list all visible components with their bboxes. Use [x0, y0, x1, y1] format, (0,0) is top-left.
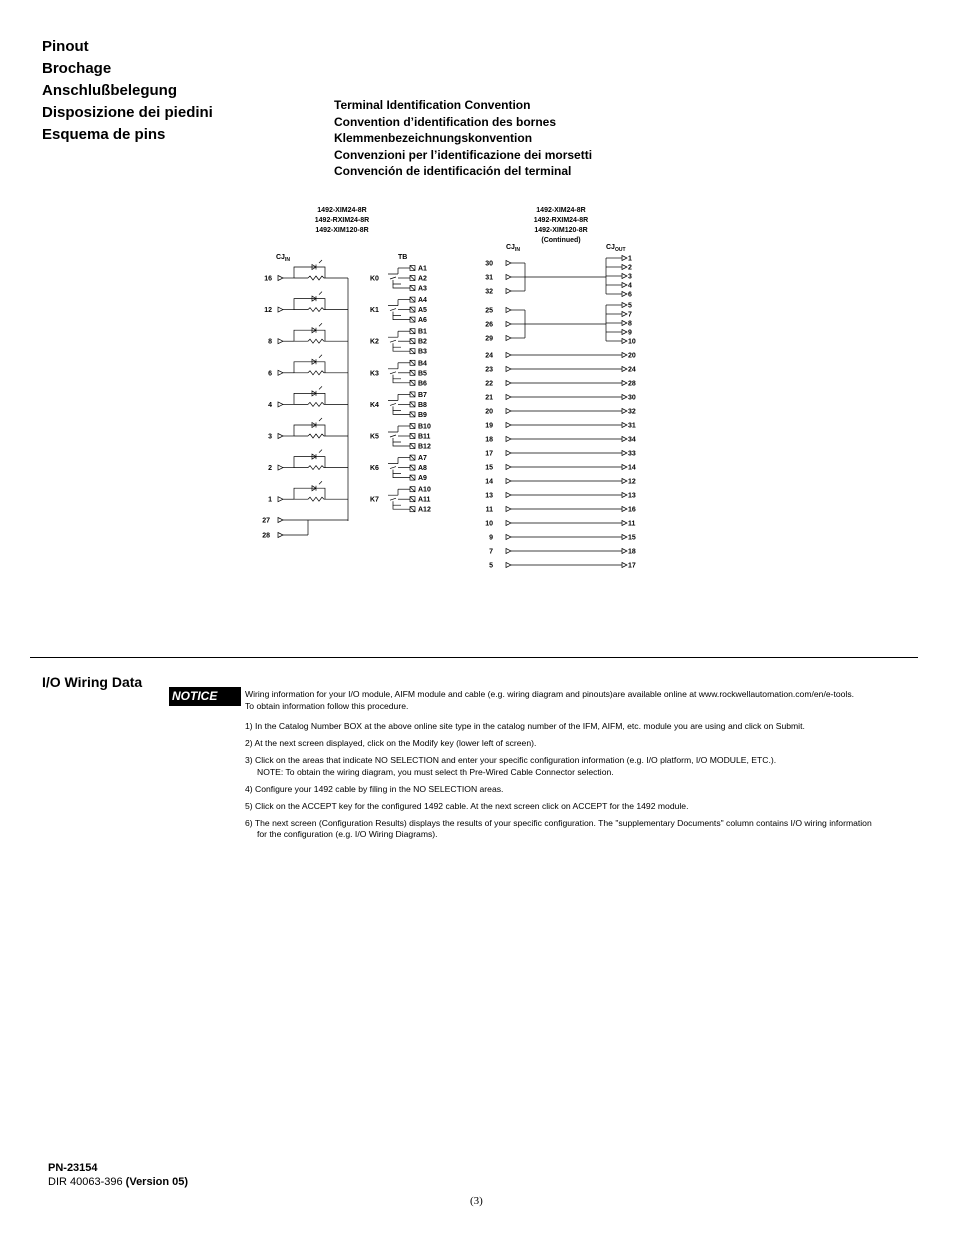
led-rays-icon	[319, 450, 322, 453]
channel-K1	[264, 292, 427, 325]
tb-label: TB	[398, 254, 408, 261]
model-label: 1492-XIM24-8R	[317, 207, 367, 214]
cj-out-pin-label: 24	[628, 366, 636, 374]
terminal-label: A6	[418, 317, 427, 325]
relay-label: K7	[370, 496, 379, 504]
terminal-mark	[410, 475, 415, 480]
cj-in-pin-label: 5	[489, 562, 493, 570]
io-step-4: 4) Configure your 1492 cable by filing in the NO SELECTION areas.	[245, 783, 504, 794]
arrow-connector	[506, 322, 511, 327]
arrow-connector	[506, 521, 511, 526]
channel-K4	[268, 386, 427, 419]
led-rays-icon	[319, 386, 322, 389]
terminal-mark	[410, 444, 415, 449]
io-step-2: 2) At the next screen displayed, click on the Modify key (lower left of screen).	[245, 738, 537, 748]
terminal-mark	[410, 317, 415, 322]
pin-pair	[489, 549, 636, 556]
part-number: PN-23154	[48, 1162, 98, 1174]
page-number: (3)	[470, 1195, 483, 1207]
terminal-mark	[410, 507, 415, 512]
arrow-connector	[278, 518, 283, 523]
arrow-connector	[278, 276, 283, 281]
right-pairs	[485, 353, 636, 570]
arrow-connector	[622, 507, 627, 512]
io-step-3	[245, 755, 915, 778]
arrow-connector	[278, 370, 283, 375]
terminal-mark	[410, 392, 415, 397]
resistor-icon	[308, 308, 325, 312]
arrow-connector	[622, 330, 627, 335]
resistor-icon	[308, 371, 325, 375]
cj-in-pin-label: 13	[485, 492, 493, 500]
pin-pair	[486, 507, 636, 514]
input-pin-label: 1	[268, 496, 272, 504]
cj-out-pin-label: 9	[628, 329, 632, 337]
convention-title-it: Convenzioni per l’identificazione dei morsetti	[334, 147, 593, 162]
arrow-connector	[622, 353, 627, 358]
arrow-connector	[278, 465, 283, 470]
notice-badge: NOTICE	[169, 687, 241, 706]
arrow-connector	[622, 339, 627, 344]
resistor-icon	[308, 339, 325, 343]
heading-brochage: Brochage	[42, 60, 112, 77]
terminal-mark	[410, 380, 415, 385]
cj-out-pin-label: 15	[628, 534, 636, 542]
arrow-connector	[622, 451, 627, 456]
terminal-mark	[410, 360, 415, 365]
terminal-mark	[410, 307, 415, 312]
heading-esquema: Esquema de pins	[42, 126, 166, 143]
relay-label: K0	[370, 275, 379, 283]
arrow-connector	[506, 437, 511, 442]
resistor-icon	[308, 434, 325, 438]
wire	[393, 379, 410, 383]
input-pin-label: 16	[264, 275, 272, 283]
cj-out-label: $CJ_{OUT}$	[606, 244, 626, 253]
wire	[393, 410, 410, 414]
arrow-connector	[506, 395, 511, 400]
terminal-label: B10	[418, 423, 431, 431]
arrow-connector	[506, 563, 511, 568]
dir-number: DIR 40063-396	[48, 1176, 123, 1188]
cj-in-pin-label: 17	[485, 450, 493, 458]
relay-contact-icon	[388, 306, 401, 316]
terminal-label: B4	[418, 360, 427, 368]
heading-list	[42, 36, 213, 146]
arrow-connector	[622, 395, 627, 400]
arrow-connector	[278, 402, 283, 407]
io-step-6-cont: for the configuration (e.g. I/O Wiring Diagrams).	[257, 829, 438, 839]
arrow-connector	[506, 507, 511, 512]
terminal-label: B1	[418, 328, 427, 336]
wire	[393, 284, 410, 288]
terminal-mark	[410, 349, 415, 354]
cj-in-label: $CJ_{IN}$	[506, 244, 520, 253]
dir-line	[48, 1175, 188, 1189]
resistor-icon	[308, 402, 325, 406]
led-rays-icon	[319, 260, 322, 263]
cj-out-pin-label: 34	[628, 436, 636, 444]
relay-label: K3	[370, 370, 379, 378]
resistor-icon	[308, 276, 325, 280]
cj-out-pin-label: 4	[628, 282, 632, 290]
resistor-icon	[308, 466, 325, 470]
pin-pair	[485, 367, 636, 374]
model-label: 1492-XIM120-8R	[315, 227, 369, 234]
convention-titles	[334, 97, 592, 180]
cj-out-pin-label: 12	[628, 478, 636, 486]
heading-anschlussbelegung: Anschlußbelegung	[42, 82, 177, 99]
arrow-connector	[506, 423, 511, 428]
relay-label: K5	[370, 433, 379, 441]
cj-in-pin-label: 14	[485, 478, 493, 486]
terminal-label: B11	[418, 433, 431, 441]
input-pin-label: 3	[268, 433, 272, 441]
cj-in-pin-label: 11	[485, 506, 493, 514]
arrow-connector	[622, 367, 627, 372]
cj-in-pin-label: 7	[489, 548, 493, 556]
arrow-connector	[622, 283, 627, 288]
arrow-connector	[622, 465, 627, 470]
terminal-label: A3	[418, 285, 427, 293]
left-common	[262, 518, 348, 540]
io-step-5: 5) Click on the ACCEPT key for the configured 1492 cable. At the next screen click on ACCEPT for the 1492 module.	[245, 800, 689, 811]
left-model-labels	[292, 206, 392, 236]
heading-pinout: Pinout	[42, 38, 89, 55]
io-step-3-text: 3) Click on the areas that indicate NO SELECTION and enter your specific configuration information (e.g. I/O platform, I/O MODULE, ETC.).	[245, 755, 777, 765]
pin-pair	[485, 465, 636, 472]
terminal-label: B7	[418, 391, 427, 399]
cj-out-pin-label: 11	[628, 520, 636, 528]
terminal-label: A10	[418, 486, 431, 494]
cj-out-pin-label: 28	[628, 380, 636, 388]
cj-out-pin-label: 17	[628, 562, 636, 570]
relay-contact-icon	[388, 400, 401, 410]
io-step-3-note: NOTE: To obtain the wiring diagram, you must select th Pre-Wired Cable Connector selection.	[257, 766, 614, 777]
cj-out-pin-label: 16	[628, 506, 636, 514]
terminal-mark	[410, 424, 415, 429]
arrow-connector	[506, 308, 511, 313]
terminal-mark	[410, 370, 415, 375]
input-pin-label: 6	[268, 370, 272, 378]
pin-pair	[489, 563, 636, 570]
arrow-connector	[622, 423, 627, 428]
arrow-connector	[506, 353, 511, 358]
pin-pair	[485, 353, 636, 360]
pin-pair	[489, 535, 636, 542]
cj-out-pin-label: 20	[628, 352, 636, 360]
section-divider	[30, 657, 918, 658]
io-wiring-text	[245, 689, 915, 846]
arrow-connector	[622, 303, 627, 308]
cj-in-pin-label: 24	[485, 352, 493, 360]
channel-K3	[268, 355, 427, 388]
terminal-label: A9	[418, 475, 427, 483]
cj-in-label: $CJ_{IN}$	[276, 254, 290, 263]
wire	[393, 474, 410, 478]
convention-title-en: Terminal Identification Convention	[334, 98, 531, 112]
terminal-mark	[410, 297, 415, 302]
cj-out-pin-label: 33	[628, 450, 636, 458]
cj-in-pin-label: 31	[485, 274, 493, 282]
arrow-connector	[622, 274, 627, 279]
arrow-connector	[506, 493, 511, 498]
arrow-connector	[622, 312, 627, 317]
pin-pair	[485, 437, 636, 444]
arrow-connector	[622, 549, 627, 554]
cj-in-pin-label: 21	[485, 394, 493, 402]
wire	[393, 505, 410, 509]
channel-K7	[268, 481, 431, 514]
cj-out-pin-label: 18	[628, 548, 636, 556]
cj-out-pin-label: 13	[628, 492, 636, 500]
pin-pair	[485, 451, 636, 458]
model-label: 1492-RXIM24-8R	[314, 217, 370, 224]
wire	[393, 442, 410, 446]
arrow-connector	[506, 289, 511, 294]
led-rays-icon	[319, 481, 322, 484]
cj-out-pin-label: 2	[628, 264, 632, 272]
terminal-mark	[410, 286, 415, 291]
arrow-connector	[622, 521, 627, 526]
left-wiring-diagram	[250, 245, 450, 550]
terminal-mark	[410, 497, 415, 502]
terminal-label: B5	[418, 370, 427, 378]
arrow-connector	[506, 367, 511, 372]
terminal-label: A2	[418, 275, 427, 283]
terminal-label: B2	[418, 338, 427, 346]
arrow-connector	[278, 307, 283, 312]
cj-out-pin-label: 32	[628, 408, 636, 416]
arrow-connector	[278, 434, 283, 439]
led-rays-icon	[319, 418, 322, 421]
io-step-1: 1) In the Catalog Number BOX at the above online site type in the catalog number of the IFM, AIFM, etc. module you are using and click on Submit.	[245, 721, 805, 731]
relay-contact-icon	[388, 274, 401, 284]
cj-in-pin-label: 30	[485, 260, 493, 268]
terminal-mark	[410, 434, 415, 439]
cj-in-pin-label: 15	[485, 464, 493, 472]
cj-out-pin-label: 5	[628, 302, 632, 310]
arrow-connector	[506, 465, 511, 470]
pin-pair	[485, 409, 636, 416]
model-label: 1492-XIM120-8R	[534, 227, 588, 234]
arrow-connector	[278, 533, 283, 538]
right-wiring-diagram	[478, 240, 648, 575]
footer	[48, 1161, 188, 1189]
arrow-connector	[506, 549, 511, 554]
model-label: (Continued)	[541, 237, 581, 244]
terminal-label: B6	[418, 380, 427, 388]
terminal-label: A8	[418, 465, 427, 473]
arrow-connector	[622, 479, 627, 484]
convention-title-de: Klemmenbezeichnungskonvention	[334, 131, 533, 145]
led-rays-icon	[319, 323, 322, 326]
io-wiring-title: I/O Wiring Data	[42, 674, 143, 690]
led-rays-icon	[319, 292, 322, 295]
pin-pair	[485, 395, 636, 402]
cj-in-pin-label: 19	[485, 422, 493, 430]
relay-contact-icon	[388, 369, 401, 379]
right-groups	[485, 256, 636, 346]
terminal-label: A12	[418, 506, 431, 514]
terminal-label: B12	[418, 443, 431, 451]
relay-label: K4	[370, 401, 379, 409]
cj-out-pin-label: 1	[628, 255, 632, 263]
terminal-label: A4	[418, 297, 427, 305]
model-label: 1492-RXIM24-8R	[533, 217, 589, 224]
arrow-connector	[622, 292, 627, 297]
relay-label: K6	[370, 465, 379, 473]
model-label: 1492-XIM24-8R	[536, 207, 586, 214]
io-intro-line2: To obtain information follow this procedure.	[245, 700, 409, 711]
terminal-label: A11	[418, 496, 431, 504]
terminal-label: A5	[418, 307, 427, 315]
pin-pair	[485, 423, 636, 430]
input-pin-label: 4	[268, 401, 272, 409]
arrow-connector	[506, 479, 511, 484]
channel-K2	[268, 323, 427, 356]
cj-in-pin-label: 10	[485, 520, 493, 528]
terminal-label: B3	[418, 348, 427, 356]
arrow-connector	[622, 381, 627, 386]
pin-pair	[485, 381, 636, 388]
convention-title-fr: Convention d’identification des bornes	[334, 114, 557, 129]
input-pin-label: 8	[268, 338, 272, 346]
terminal-label: B8	[418, 401, 427, 409]
io-step-6	[245, 818, 915, 841]
common-pin-label: 28	[262, 532, 270, 540]
cj-out-pin-label: 10	[628, 338, 636, 346]
cj-out-pin-label: 3	[628, 273, 632, 281]
cj-in-pin-label: 20	[485, 408, 493, 416]
wire	[393, 347, 410, 351]
wire	[393, 316, 410, 320]
arrow-connector	[506, 261, 511, 266]
jumper-group	[485, 256, 632, 299]
io-intro	[245, 689, 915, 712]
arrow-connector	[622, 409, 627, 414]
io-intro-line1: Wiring information for your I/O module, AIFM module and cable (e.g. wiring diagram and pinouts)are available online at www.rockwellautomation.com/en/e-tools.	[245, 689, 855, 699]
cj-out-pin-label: 6	[628, 291, 632, 299]
arrow-connector	[278, 339, 283, 344]
version-label: (Version 05)	[125, 1176, 189, 1188]
input-pin-label: 12	[264, 307, 272, 315]
terminal-mark	[410, 266, 415, 271]
arrow-connector	[506, 409, 511, 414]
channel-K5	[268, 418, 431, 451]
arrow-connector	[506, 381, 511, 386]
terminal-mark	[410, 402, 415, 407]
cj-out-pin-label: 30	[628, 394, 636, 402]
terminal-mark	[410, 412, 415, 417]
terminal-label: B9	[418, 411, 427, 419]
relay-label: K1	[370, 307, 379, 315]
arrow-connector	[506, 336, 511, 341]
resistor-icon	[308, 497, 325, 501]
cj-in-pin-label: 22	[485, 380, 493, 388]
common-pin-label: 27	[262, 517, 270, 525]
cj-in-pin-label: 25	[485, 307, 493, 315]
arrow-connector	[622, 437, 627, 442]
cj-in-pin-label: 29	[485, 335, 493, 343]
cj-in-pin-label: 23	[485, 366, 493, 374]
terminal-mark	[410, 276, 415, 281]
input-pin-label: 2	[268, 465, 272, 473]
relay-contact-icon	[388, 337, 401, 347]
arrow-connector	[622, 535, 627, 540]
arrow-connector	[278, 497, 283, 502]
pin-pair	[485, 521, 635, 528]
led-rays-icon	[319, 355, 322, 358]
arrow-connector	[622, 563, 627, 568]
arrow-connector	[622, 493, 627, 498]
arrow-connector	[622, 321, 627, 326]
channel-K0	[264, 260, 427, 293]
pin-pair	[485, 493, 636, 500]
cj-in-pin-label: 9	[489, 534, 493, 542]
cj-out-pin-label: 14	[628, 464, 636, 472]
arrow-connector	[506, 451, 511, 456]
cj-in-pin-label: 18	[485, 436, 493, 444]
relay-contact-icon	[388, 464, 401, 474]
cj-out-pin-label: 31	[628, 422, 636, 430]
terminal-mark	[410, 465, 415, 470]
cj-in-pin-label: 32	[485, 288, 493, 296]
terminal-mark	[410, 339, 415, 344]
arrow-connector	[622, 265, 627, 270]
relay-label: K2	[370, 338, 379, 346]
heading-disposizione: Disposizione dei piedini	[42, 104, 213, 121]
channel-K6	[268, 450, 427, 483]
terminal-mark	[410, 455, 415, 460]
arrow-connector	[506, 275, 511, 280]
terminal-label: A7	[418, 455, 427, 463]
terminal-mark	[410, 487, 415, 492]
arrow-connector	[622, 256, 627, 261]
cj-out-pin-label: 8	[628, 320, 632, 328]
terminal-mark	[410, 329, 415, 334]
terminal-label: A1	[418, 265, 427, 273]
cj-out-pin-label: 7	[628, 311, 632, 319]
relay-contact-icon	[388, 432, 401, 442]
cj-in-pin-label: 26	[485, 321, 493, 329]
pin-pair	[485, 479, 636, 486]
jumper-group	[485, 303, 636, 346]
arrow-connector	[506, 535, 511, 540]
left-channels	[264, 260, 431, 521]
io-step-6-text: 6) The next screen (Configuration Results) displays the results of your specific configuration. The "supplementary Documents" column contains I/O wiring information	[245, 817, 872, 828]
relay-contact-icon	[388, 495, 401, 505]
convention-title-es: Convención de identificación del terminal	[334, 164, 572, 178]
